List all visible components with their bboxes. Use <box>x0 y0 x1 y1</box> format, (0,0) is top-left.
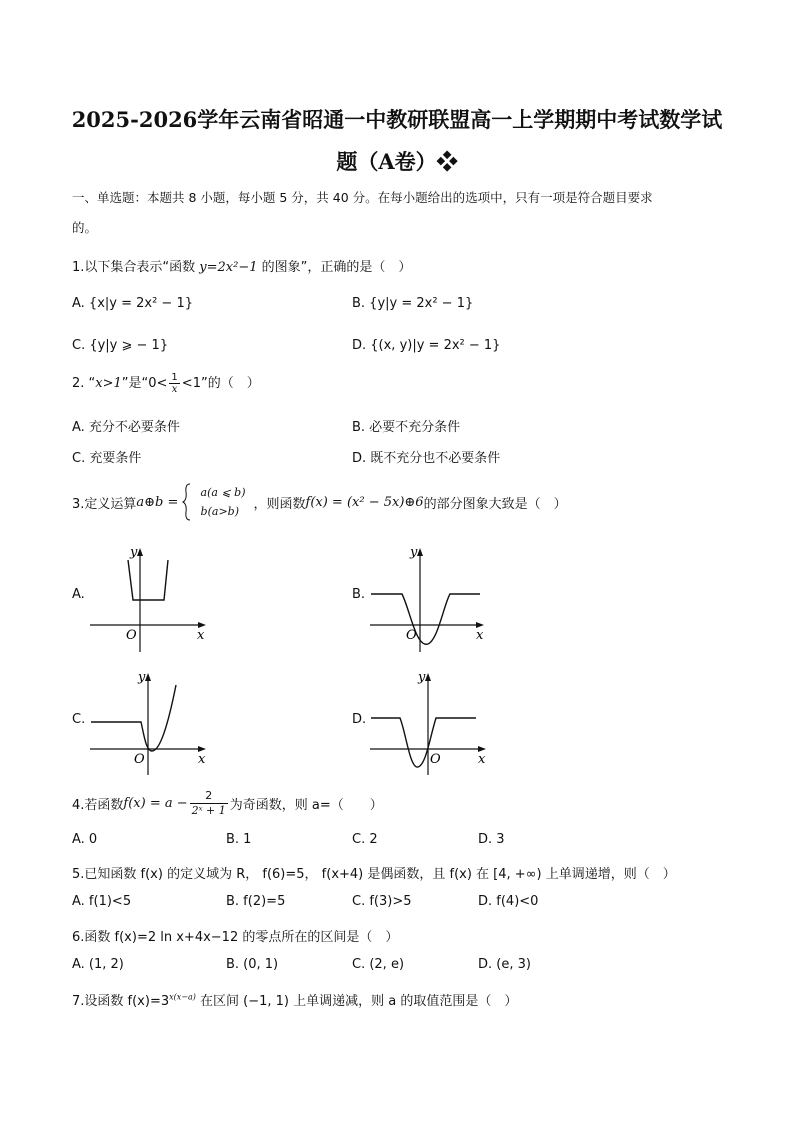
section-instruction-line2: 的。 <box>72 220 98 235</box>
graph-c <box>88 665 218 780</box>
question-3-suffix: 的部分图象大致是（ ） <box>423 496 567 512</box>
graph-b-label: B. <box>352 587 366 602</box>
graph-d-x-label: x <box>478 752 486 767</box>
question-6-option-b: B. (0, 1) <box>226 957 279 972</box>
graph-a-svg <box>88 540 218 655</box>
question-2-option-c: C. 充要条件 <box>72 451 142 466</box>
graph-d-svg <box>368 665 498 780</box>
graph-d-y-label: y <box>418 670 426 685</box>
question-7-suffix: 在区间 (−1, 1) 上单调递减，则 a 的取值范围是（ ） <box>195 994 518 1009</box>
question-5-option-a: A. f(1)<5 <box>72 894 132 909</box>
graph-c-svg <box>88 665 218 780</box>
question-3-cases <box>182 482 245 522</box>
question-2-frac-den: x <box>171 384 178 395</box>
question-4-frac-num: 2 <box>190 789 228 804</box>
section-instruction-line1: 一、单选题：本题共 8 小题，每小题 5 分，共 40 分。在每小题给出的选项中，只有一项是符合题目要求 <box>72 190 653 205</box>
question-7-exponent: x(x−a) <box>169 992 196 1002</box>
left-brace-icon <box>182 482 192 522</box>
graph-d <box>368 665 498 780</box>
graph-b-origin-label: O <box>406 628 417 643</box>
graph-a-x-label: x <box>197 628 205 643</box>
graph-c-origin-label: O <box>134 752 145 767</box>
question-3-suffix-pre: ，则函数 <box>253 496 306 512</box>
graph-c-label: C. <box>72 712 86 727</box>
question-2-mid: ”是“0< <box>121 376 168 391</box>
question-1-option-c: C. {y|y ⩾ − 1} <box>72 338 169 353</box>
question-4-suffix: 为奇函数，则 a=（ ） <box>229 797 383 813</box>
question-2-tail: <1”的（ ） <box>181 376 260 391</box>
graph-a-origin-label: O <box>126 628 137 643</box>
question-1 <box>72 256 411 275</box>
graph-a-label: A. <box>72 587 85 602</box>
question-6-option-c: C. (2, e) <box>352 957 405 972</box>
graph-d-label: D. <box>352 712 367 727</box>
graph-b <box>368 540 498 655</box>
question-4-option-d: D. 3 <box>478 832 505 847</box>
question-5-option-d: D. f(4)<0 <box>478 894 539 909</box>
graph-b-y-label: y <box>410 545 418 560</box>
question-5-option-c: C. f(3)>5 <box>352 894 412 909</box>
graph-c-y-label: y <box>138 670 146 685</box>
question-4-func-pre: f(x) = a − <box>123 795 188 811</box>
question-3-func: f(x) = (x² − 5x)⊕6 <box>305 494 424 510</box>
question-2-prefix: 2. “ <box>72 376 96 391</box>
question-3-op: a⊕b = <box>136 494 179 510</box>
question-1-option-a: A. {x|y = 2x² − 1} <box>72 296 193 311</box>
question-3-case-2: b(a>b) <box>200 505 239 518</box>
graph-a <box>88 540 218 655</box>
question-4-fraction <box>190 789 228 818</box>
graph-d-origin-label: O <box>430 752 441 767</box>
question-6-option-a: A. (1, 2) <box>72 957 124 972</box>
question-3-cases-body <box>201 483 246 521</box>
question-4 <box>72 786 383 820</box>
question-1-prefix: 1.以下集合表示“函数 <box>72 260 200 275</box>
graph-c-x-label: x <box>198 752 206 767</box>
question-2-option-b: B. 必要不充分条件 <box>352 420 461 435</box>
question-5-option-b: B. f(2)=5 <box>226 894 286 909</box>
graph-b-x-label: x <box>476 628 484 643</box>
question-4-frac-den: 2ˣ + 1 <box>191 803 226 817</box>
page-title-line1: 2025-2026学年云南省昭通一中教研联盟高一上学期期中考试数学试 <box>71 107 723 132</box>
question-1-math: y=2x²−1 <box>199 260 258 275</box>
question-1-option-d: D. {(x, y)|y = 2x² − 1} <box>352 338 501 353</box>
question-2-option-a: A. 充分不必要条件 <box>72 420 180 435</box>
question-2 <box>72 372 260 395</box>
graph-b-svg <box>368 540 498 655</box>
page-title-line2: 题（A卷）❖ <box>336 149 458 174</box>
question-1-suffix: 的图象”，正确的是（ ） <box>257 260 412 275</box>
question-2-option-d: D. 既不充分也不必要条件 <box>352 451 501 466</box>
question-4-option-c: C. 2 <box>352 832 378 847</box>
question-7-prefix: 7.设函数 f(x)=3 <box>72 994 170 1009</box>
question-6-option-d: D. (e, 3) <box>478 957 531 972</box>
question-4-prefix: 4.若函数 <box>72 797 124 813</box>
question-4-option-b: B. 1 <box>226 832 252 847</box>
question-3 <box>72 482 567 522</box>
question-6: 6.函数 f(x)=2 ln x+4x−12 的零点所在的区间是（ ） <box>72 930 399 945</box>
question-5: 5.已知函数 f(x) 的定义域为 R， f(6)=5， f(x+4) 是偶函数，且 f(x) 在 [4, +∞) 上单调递增，则（ ） <box>72 867 676 882</box>
question-2-fraction <box>169 372 179 395</box>
question-2-cond: x>1 <box>95 376 122 391</box>
question-3-prefix: 3.定义运算 <box>72 496 137 512</box>
question-2-frac-num: 1 <box>171 372 178 383</box>
question-1-option-b: B. {y|y = 2x² − 1} <box>352 296 474 311</box>
question-4-option-a: A. 0 <box>72 832 98 847</box>
graph-a-y-label: y <box>130 545 138 560</box>
question-3-case-1: a(a ⩽ b) <box>200 486 246 499</box>
question-7 <box>72 990 517 1009</box>
